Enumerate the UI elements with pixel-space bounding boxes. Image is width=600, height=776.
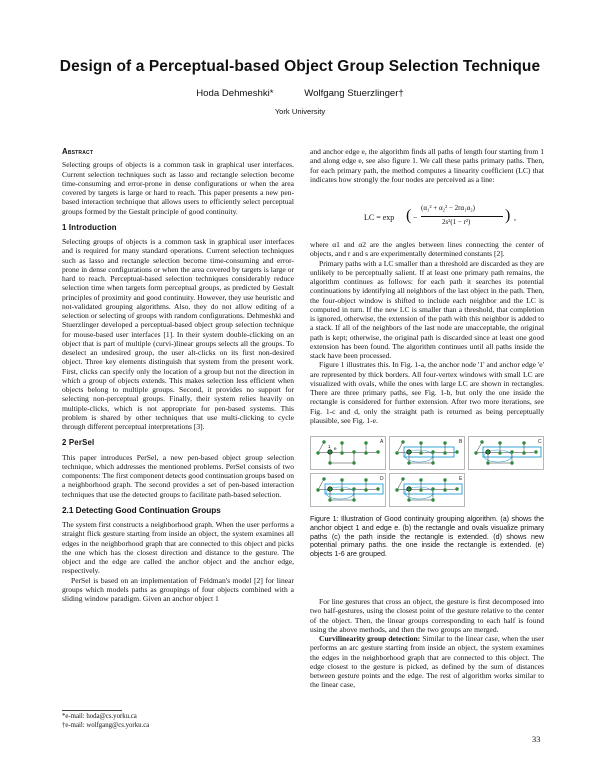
graph-node xyxy=(364,441,367,444)
panel-border xyxy=(390,474,465,507)
right-paragraph-2: where α1 and α2 are the angles between lines connecting the center of objects, and r and s are experimentally determined constants [2]. xyxy=(310,240,544,259)
graph-node xyxy=(340,451,343,454)
graph-node xyxy=(510,450,513,453)
graph-node xyxy=(407,461,410,464)
anchor-edge-label: e xyxy=(334,446,337,451)
equation-lc xyxy=(364,204,524,234)
graph-node xyxy=(401,440,404,443)
footnote-rule xyxy=(62,710,122,711)
anchor-node-label: 1 xyxy=(328,444,331,449)
graph-node xyxy=(419,441,422,444)
author-1: Hoda Dehmeshki* xyxy=(196,88,274,99)
right-paragraph-4: Figure 1 illustrates this. In Fig. 1-a, the anchor node '1' and anchor edge 'e' are represented by thick borders. All four-vertex windows with small LC are visualized with ovals, while the ones with large LC are shown in rectangles. There are three primary paths, see Fig. 1-b, but only the one inside the rectangle is considered for further extension. After two more iterations, see Fig. 1-c and d, only the straight path is returned as being perceptually plausible, see Fig. 1-e. xyxy=(310,360,544,425)
fraction-bar xyxy=(421,216,503,217)
graph-node xyxy=(455,450,458,453)
author-2: Wolfgang Stuerzlinger† xyxy=(304,88,404,99)
graph-node xyxy=(316,488,319,491)
graph-node xyxy=(443,478,446,481)
graph-node xyxy=(407,450,411,454)
graph-node xyxy=(364,478,367,481)
subsection-paragraph-1: The system first constructs a neighborhood graph. When the user performs a straight flick gesture starting from inside an object, the system examines all edges in the neighborhood graph that are connected to this object and picks the one which has the closest direction and distance to the gesture. The object and the edge are called the anchor object and the anchor edge, respectively. xyxy=(62,520,294,576)
graph-node xyxy=(376,487,379,490)
right-column-bottom xyxy=(310,597,544,690)
graph-node xyxy=(328,487,332,491)
graph-node xyxy=(431,487,434,490)
graph-node xyxy=(322,477,325,480)
right-column-top xyxy=(310,147,544,184)
figure-caption: Figure 1: Illustration of Good continuity grouping algorithm. (a) shows the anchor object 1 and edge e. (b) the rectangle and ovals visualize primary paths (c) the path inside the rectangle is extended. (d) shows new potential primary paths. the one inside the rectangle is extended. (e) objects 1-6 are grouped. xyxy=(310,515,544,559)
graph-node xyxy=(431,461,434,464)
graph-node xyxy=(419,478,422,481)
graph-node xyxy=(431,498,434,501)
graph-node xyxy=(340,478,343,481)
right-paragraph-1: and anchor edge e, the algorithm finds all paths of length four starting from 1 and along edge e, see also figure 1. We call these paths primary paths. Then, for each primary path, the method computes a linearity coefficient (LC) that indicates how strongly the four nodes are perceived as a line: xyxy=(310,147,544,184)
figure-panel-c xyxy=(469,437,544,470)
graph-node xyxy=(522,451,525,454)
intro-heading: 1 Introduction xyxy=(62,222,117,232)
footnote-2: †e-mail: wolfgang@cs.yorku.ca xyxy=(62,721,150,729)
graph-node xyxy=(443,441,446,444)
graph-node xyxy=(328,450,332,454)
page-number: 33 xyxy=(532,735,541,744)
graph-node xyxy=(534,450,537,453)
graph-node xyxy=(364,488,367,491)
graph-node xyxy=(352,450,355,453)
graph-node xyxy=(395,488,398,491)
paper-title: Design of a Perceptual-based Object Group Selection Technique xyxy=(59,58,541,75)
panel-label: C xyxy=(538,439,542,445)
figure-panel-a xyxy=(311,437,386,470)
equation-comma: , xyxy=(514,213,516,222)
graph-node xyxy=(486,461,489,464)
panel-border xyxy=(311,474,386,507)
graph-node xyxy=(510,461,513,464)
persel-heading: 2 PerSel xyxy=(62,438,95,448)
graph-node xyxy=(419,488,422,491)
panel-label: D xyxy=(380,476,384,482)
right-paragraph-3: Primary paths with a LC smaller than a threshold are discarded as they are unlikely to be perceptually salient. If at least one primary path remains, the algorithm continues as follows: for each path it searches its potential continuations by identifying all neighbors of the last object in the path. Then, the four-object window is shifted to include each neighbor and the LC is computed in turn. If the new LC is smaller than a threshold, that completion is ignored, otherwise, the extension of the path with this neighbor is added to a stack. If all of the neighbors of the last node are unacceptable, the original path is kept; otherwise, the original path is discarded since at least one good extension has been found. The algorithm continues until all paths inside the stack have been processed. xyxy=(310,258,544,360)
equation-numerator: (α₁² + α₂² − 2rα₁α₂) xyxy=(421,204,476,212)
left-column xyxy=(62,147,294,603)
graph-node xyxy=(401,477,404,480)
figure-panel-d xyxy=(311,474,386,507)
graph-node xyxy=(352,487,355,490)
panel-border xyxy=(390,437,465,470)
equation-paren-left: ( xyxy=(406,207,412,224)
panel-label: B xyxy=(459,439,463,445)
graph-node xyxy=(316,451,319,454)
persel-text: This paper introduces PerSel, a new pen-based object group selection technique, which addresses the mentioned problems. PerSel consists of two components: The first component detects good continuation groups based on a neighborhood graph. The second provides a set of pen-based interaction techniques that use the detected groups to facilitate path-based selection. xyxy=(62,452,294,499)
equation-minus: − xyxy=(413,213,418,222)
graph-node xyxy=(364,451,367,454)
graph-node xyxy=(395,451,398,454)
graph-node xyxy=(328,498,331,501)
graph-node xyxy=(340,441,343,444)
panel-label: E xyxy=(459,476,463,482)
graph-node xyxy=(352,461,355,464)
graph-node xyxy=(419,451,422,454)
footnote-1: *e-mail: hoda@cs.yorku.ca xyxy=(62,713,137,720)
equation-paren-right: ) xyxy=(505,207,511,224)
graph-node xyxy=(498,441,501,444)
right-paragraph-5: For line gestures that cross an object, the gesture is first decomposed into two half-gestures, using the closest point of the gesture relative to the center of the object. Then, the linear groups corresponding to each half is found using the above methods, and then the two groups are merged. xyxy=(310,597,544,634)
graph-node xyxy=(328,461,331,464)
graph-node xyxy=(407,487,411,491)
abstract-text: Selecting groups of objects is a common task in graphical user interfaces. Current selection techniques such as lasso and rectangle selection become time-consuming and error-prone in dense configurations or when the area covered by targets is large or hard to reach. This paper presents a new pen-based interaction technique that allows users to efficiently select perceptual groups formed by the Gestalt principle of good continuity. xyxy=(62,160,294,216)
footnotes xyxy=(62,713,292,730)
graph-node xyxy=(480,440,483,443)
figure-panel-b xyxy=(390,437,465,470)
abstract-heading: Abstract xyxy=(62,147,94,156)
equation-lhs: LC = exp xyxy=(364,213,395,222)
figure-1 xyxy=(310,436,544,508)
graph-node xyxy=(431,450,434,453)
subsection-paragraph-2: PerSel is based on an implementation of Feldman's model [2] for linear groups which models paths as groupings of four objects combined with a sliding window paradigm. Given an anchor object 1 xyxy=(62,575,294,603)
author-list xyxy=(0,88,600,99)
graph-node xyxy=(376,450,379,453)
graph-node xyxy=(352,498,355,501)
subsection-heading: 2.1 Detecting Good Continuation Groups xyxy=(62,505,221,515)
graph-node xyxy=(443,451,446,454)
graph-node xyxy=(443,488,446,491)
graph-node xyxy=(340,488,343,491)
panel-border xyxy=(311,437,386,470)
right-paragraph-6: Similar to the linear case, when the user performs an arc gesture starting from inside an object, the system examines the edges in the neighborhood graph that are connected to this object. The edge closest to the gesture is picked, as defined by the sum of distances between gesture points and the edge. The rest of algorithm works similar to the linear case, xyxy=(310,634,544,690)
graph-node xyxy=(522,441,525,444)
panel-border xyxy=(469,437,544,470)
graph-node xyxy=(474,451,477,454)
curvilinearity-lead: Curvilinearity group detection: xyxy=(319,634,421,643)
graph-node xyxy=(486,450,490,454)
right-column-middle xyxy=(310,240,544,425)
affiliation: York University xyxy=(274,107,326,116)
panel-label: A xyxy=(380,439,384,445)
graph-node xyxy=(322,440,325,443)
intro-text: Selecting groups of objects is a common task in graphical user interfaces and is required for many standard operations. Current selection techniques such as lasso and rectangle selection become time-consuming and error-prone in dense configurations or when the area covered by targets is large or hard to reach. Perceptual-based selection techniques considerably reduce selection time when targets form perceptual groups, as predicted by Gestalt principles of proximity and good continuity. However, they use heuristic and not-validated grouping algorithms. Also, they do not allow editing of a selection or selecting of groups with random configurations. Dehmeshki and Stuerzlinger developed a perceptual-based object group selection technique for mouse-based user interfaces [1]. In their system double-clicking on an object that is part of multiple (curvi-)linear groups selects all the groups. To deselect an undesired group, the user alt-clicks on its first non-desired object. Three key elements distinguish that system from the present work. First, clicks can specify only the location of a group but not the direction in which a group of objects extends. This makes selection less efficient when objects belong to multiple groups. Second, it provides no support for selecting non-perceptual groups. Finally, their system relies heavily on multiple-clicks, which is not appropriate for pen-based systems. This problem is shared by other techniques that use multi-clicking to cycle through different perceptual interpretations [3]. xyxy=(62,237,294,431)
graph-node xyxy=(455,487,458,490)
figure-panel-e xyxy=(390,474,465,507)
graph-node xyxy=(407,498,410,501)
equation-denominator: 2s²(1 − r²) xyxy=(442,218,471,226)
graph-node xyxy=(498,451,501,454)
